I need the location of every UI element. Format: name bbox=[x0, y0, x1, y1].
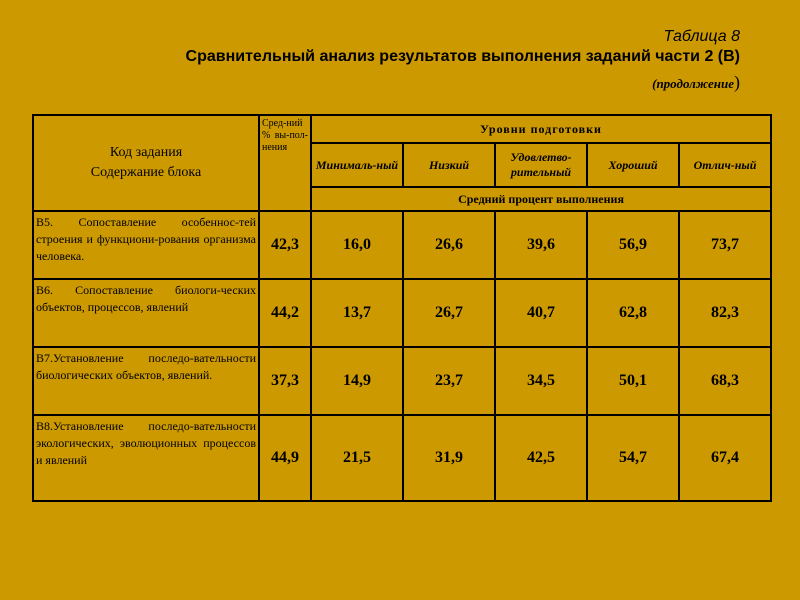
avg-percent-header-cell: Средний процент выполнения bbox=[311, 187, 771, 211]
row-description: В8.Установление последо-вательности экологических, эволюционных процессов и явлений bbox=[33, 415, 259, 501]
table-title: Сравнительный анализ результатов выполнения заданий части 2 (В) bbox=[185, 48, 740, 65]
row-value-low: 31,9 bbox=[403, 415, 495, 501]
row-description: В6. Сопоставление биологи-ческих объектов, процессов, явлений bbox=[33, 279, 259, 347]
row-value-satisfactory: 42,5 bbox=[495, 415, 587, 501]
row-value-satisfactory: 39,6 bbox=[495, 211, 587, 279]
row-value-excellent: 67,4 bbox=[679, 415, 771, 501]
level-header-good: Хороший bbox=[587, 143, 679, 187]
row-value-good: 54,7 bbox=[587, 415, 679, 501]
row-value-satisfactory: 34,5 bbox=[495, 347, 587, 415]
row-value-excellent: 68,3 bbox=[679, 347, 771, 415]
row-value-low: 26,6 bbox=[403, 211, 495, 279]
level-header-satisfactory: Удовлетво-рительный bbox=[495, 143, 587, 187]
row-value-minimal: 16,0 bbox=[311, 211, 403, 279]
level-header-excellent: Отлич-ный bbox=[679, 143, 771, 187]
continuation-text: (продолжение bbox=[652, 76, 734, 91]
row-description: В7.Установление последо-вательности биологических объектов, явлений. bbox=[33, 347, 259, 415]
levels-header-cell: Уровни подготовки bbox=[311, 115, 771, 143]
code-header-line1: Код задания bbox=[109, 145, 183, 160]
level-header-minimal: Минималь-ный bbox=[311, 143, 403, 187]
row-description: В5. Сопоставление особеннос-тей строения и функциони-рования организма человека. bbox=[33, 211, 259, 279]
code-header-cell bbox=[33, 115, 259, 211]
row-value-minimal: 21,5 bbox=[311, 415, 403, 501]
row-value-good: 56,9 bbox=[587, 211, 679, 279]
row-value-minimal: 14,9 bbox=[311, 347, 403, 415]
continuation-note bbox=[652, 72, 740, 93]
row-value-good: 50,1 bbox=[587, 347, 679, 415]
table-row bbox=[33, 279, 771, 347]
table-row bbox=[33, 415, 771, 501]
row-avg: 42,3 bbox=[259, 211, 311, 279]
level-header-low: Низкий bbox=[403, 143, 495, 187]
row-value-low: 26,7 bbox=[403, 279, 495, 347]
results-table bbox=[32, 114, 772, 502]
table-row bbox=[33, 211, 771, 279]
row-avg: 37,3 bbox=[259, 347, 311, 415]
row-avg: 44,9 bbox=[259, 415, 311, 501]
row-value-low: 23,7 bbox=[403, 347, 495, 415]
table-number: Таблица 8 bbox=[663, 28, 740, 45]
row-value-good: 62,8 bbox=[587, 279, 679, 347]
row-value-excellent: 73,7 bbox=[679, 211, 771, 279]
row-avg: 44,2 bbox=[259, 279, 311, 347]
row-value-minimal: 13,7 bbox=[311, 279, 403, 347]
table-row bbox=[33, 347, 771, 415]
code-header-line2: Содержание блока bbox=[90, 165, 202, 180]
row-value-satisfactory: 40,7 bbox=[495, 279, 587, 347]
row-value-excellent: 82,3 bbox=[679, 279, 771, 347]
continuation-close-paren: ) bbox=[734, 72, 740, 92]
avg-header-cell: Сред-ний % вы-пол-нения bbox=[259, 115, 311, 211]
